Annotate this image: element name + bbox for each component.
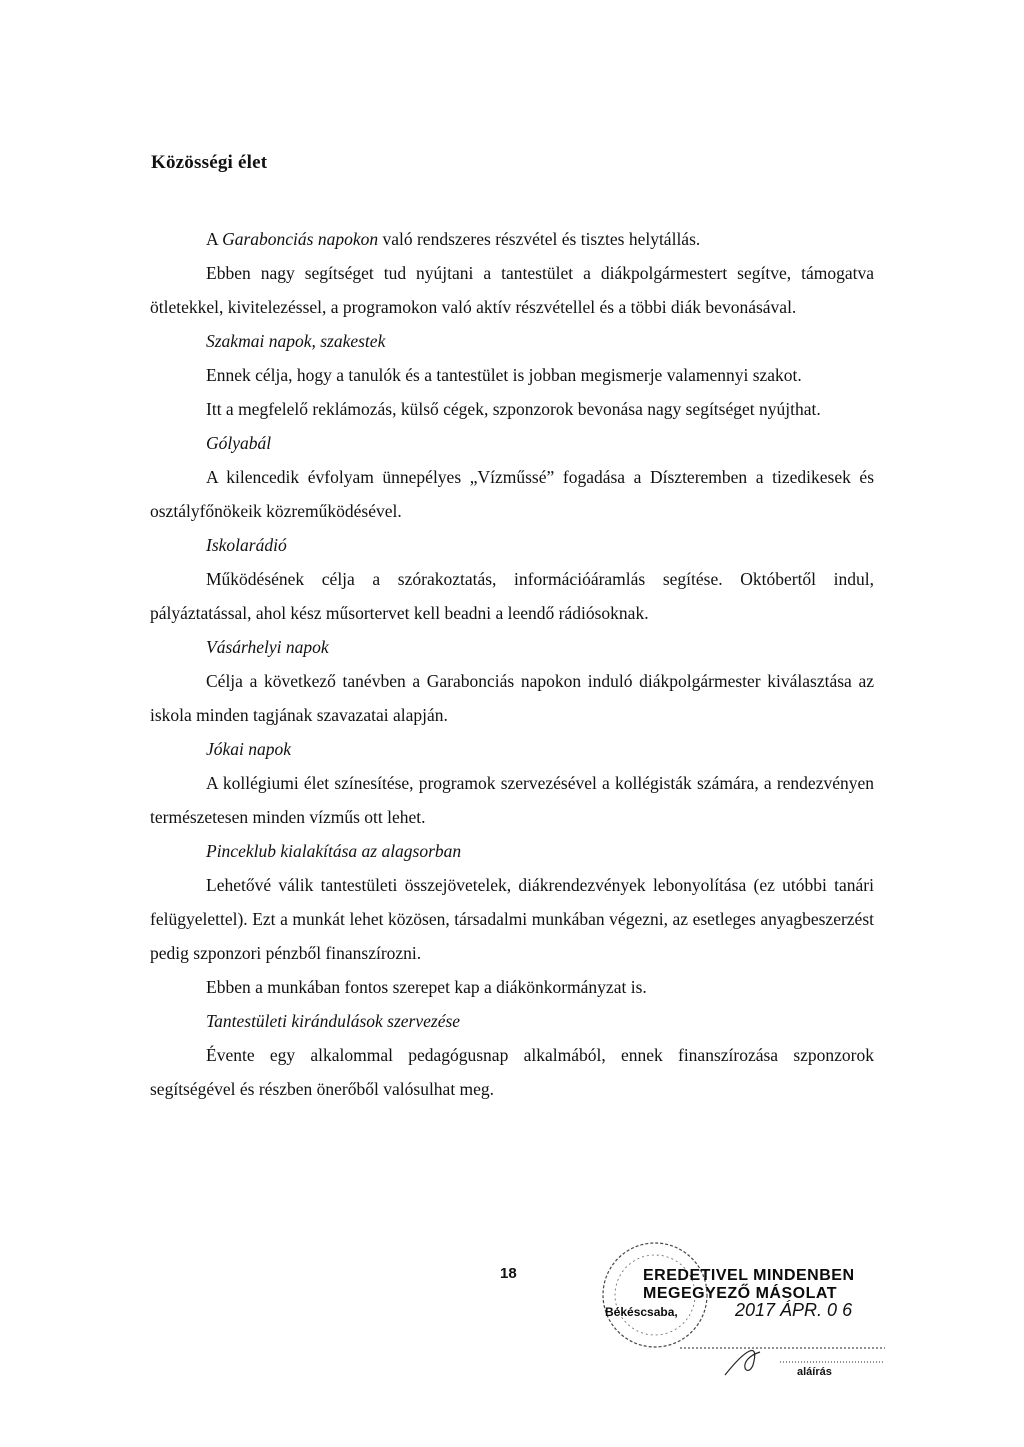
intro-after: való rendszeres részvétel és tisztes helytállás.	[378, 229, 701, 249]
stamp-line-1: EREDETIVEL MINDENBEN	[643, 1267, 855, 1284]
paragraph-golyabal: A kilencedik évfolyam ünnepélyes „Vízműssé” fogadása a Díszteremben a tizedikesek és osztályfőnökeik közreműködésével.	[150, 467, 874, 521]
certification-stamp	[585, 1240, 895, 1390]
paragraph-kirandulasok: Évente egy alkalommal pedagógusnap alkalmából, ennek finanszírozása szponzorok segítségével és részben önerőből valósulhat meg.	[150, 1045, 874, 1099]
stamp-signature-label: aláírás	[797, 1366, 832, 1378]
paragraph-szakmai-1: Ennek célja, hogy a tanulók és a tantestület is jobban megismerje valamennyi szakot.	[206, 365, 802, 385]
subheading-pinceklub: Pinceklub kialakítása az alagsorban	[206, 841, 462, 861]
subheading-vasarhelyi-napok: Vásárhelyi napok	[206, 637, 329, 657]
paragraph-jokai: A kollégiumi élet színesítése, programok szervezésével a kollégisták számára, a rendezvényen természetesen minden vízműs ott lehet.	[150, 773, 874, 827]
stamp-place: Békéscsaba,	[605, 1305, 678, 1319]
section-heading: Közösségi élet	[151, 152, 268, 173]
subheading-golyabal: Gólyabál	[206, 433, 272, 453]
paragraph-iskolaradio: Működésének célja a szórakoztatás, információáramlás segítése. Októbertől indul, pályáztatással, ahol kész műsortervet kell beadni a leendő rádiósoknak.	[150, 569, 874, 623]
subheading-szakmai-napok: Szakmai napok, szakestek	[206, 331, 386, 351]
paragraph-support: Ebben nagy segítséget tud nyújtani a tantestület a diákpolgármestert segítve, támogatva ötletekkel, kivitelezéssel, a programokon való aktív részvétellel és a többi diák bevonásával.	[150, 263, 874, 317]
subheading-jokai-napok: Jókai napok	[206, 739, 292, 759]
stamp-date: 2017 ÁPR. 0 6	[735, 1300, 853, 1320]
paragraph-pinceklub-1: Lehetővé válik tantestületi összejövetelek, diákrendezvények lebonyolítása (ez utóbbi tanári felügyelettel). Ezt a munkát lehet közösen, társadalmi munkában végezni, az esetleges anyagbeszerzést pedig szponzori pénzből finanszírozni.	[150, 875, 874, 963]
paragraph-vasarhelyi: Célja a következő tanévben a Garabonciás napokon induló diákpolgármester kiválasztása az iskola minden tagjának szavazatai alapján.	[150, 671, 874, 725]
subheading-kirandulasok: Tantestületi kirándulások szervezése	[206, 1011, 461, 1031]
paragraph-szakmai-2: Itt a megfelelő reklámozás, külső cégek, szponzorok bevonása nagy segítséget nyújthat.	[206, 399, 821, 419]
subheading-iskolaradio: Iskolarádió	[206, 535, 287, 555]
intro-italic: Garabonciás napokon	[222, 229, 379, 249]
page-number: 18	[500, 1265, 517, 1282]
stamp-line-2: MEGEGYEZŐ MÁSOLAT	[643, 1285, 837, 1302]
paragraph-pinceklub-2: Ebben a munkában fontos szerepet kap a diákönkormányzat is.	[206, 977, 647, 997]
intro-paragraph	[150, 222, 874, 256]
intro-before: A	[206, 229, 223, 249]
document-body	[150, 222, 874, 1106]
